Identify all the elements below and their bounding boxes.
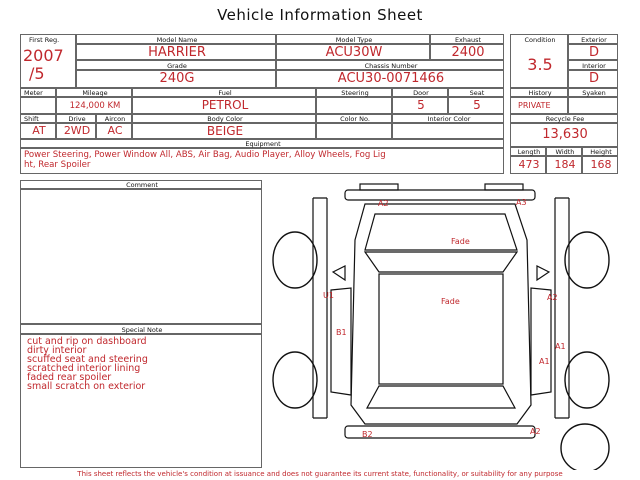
width-label-cell bbox=[546, 147, 582, 156]
color-no-cell bbox=[316, 123, 392, 139]
special-note-5: faded rear spoiler bbox=[27, 372, 112, 383]
shift-label-cell bbox=[20, 114, 56, 123]
equipment-line-2: ht, Rear Spoiler bbox=[24, 160, 91, 170]
height: 168 bbox=[590, 158, 612, 171]
body-color: BEIGE bbox=[206, 124, 244, 138]
width-cell bbox=[546, 156, 582, 174]
chassis-label: Chassis Number bbox=[364, 62, 418, 70]
disclaimer-footer: This sheet reflects the vehicle's condition at issuance and does not guarantee its current state, functionality, or suitability for any purpose bbox=[77, 470, 563, 478]
roof bbox=[379, 274, 503, 384]
interior-grade: D bbox=[588, 71, 599, 86]
equipment-line-1: Power Steering, Power Window All, ABS, Air Bag, Audio Player, Alloy Wheels, Fog Lig bbox=[24, 150, 386, 160]
aircon-label-cell bbox=[96, 114, 132, 123]
grade-label-cell bbox=[76, 60, 276, 70]
mark-a1-low: A1 bbox=[539, 357, 550, 366]
comment-box bbox=[20, 189, 262, 324]
rear-left-wheel bbox=[273, 352, 317, 408]
interior-color-label: Interior Color bbox=[427, 115, 471, 123]
recycle-fee-cell bbox=[510, 123, 618, 147]
exhaust: 2400 bbox=[451, 45, 485, 60]
recycle-fee-label-cell bbox=[510, 114, 618, 123]
body-color-label-cell bbox=[132, 114, 316, 123]
front-right-wheel bbox=[565, 232, 609, 288]
door-count: 5 bbox=[417, 98, 425, 112]
model-name-label: Model Name bbox=[156, 36, 198, 44]
exterior-label-cell bbox=[568, 34, 618, 44]
chassis-label-cell bbox=[276, 60, 504, 70]
meter-label-cell bbox=[20, 88, 56, 97]
steering-label: Steering bbox=[341, 89, 369, 97]
mileage-label-cell bbox=[56, 88, 132, 97]
height-cell bbox=[582, 156, 618, 174]
drive-label-cell bbox=[56, 114, 96, 123]
recycle-fee-label: Recycle Fee bbox=[545, 115, 585, 123]
mark-b2: B2 bbox=[362, 430, 373, 439]
right-mirror bbox=[537, 266, 549, 280]
special-note-4: scratched interior lining bbox=[27, 363, 141, 374]
grade-cell bbox=[76, 70, 276, 88]
length-label: Length bbox=[517, 148, 541, 156]
special-note-label: Special Note bbox=[121, 326, 163, 334]
color-no-label: Color No. bbox=[340, 115, 370, 123]
body-color-label: Body Color bbox=[207, 115, 243, 123]
shift-cell bbox=[20, 123, 56, 139]
right-side-body bbox=[555, 198, 569, 418]
hood bbox=[365, 214, 517, 250]
shift-label: Shift bbox=[24, 115, 39, 123]
condition-grade: 3.5 bbox=[527, 55, 553, 74]
page-title: Vehicle Information Sheet bbox=[217, 6, 423, 24]
rear-right-wheel bbox=[565, 352, 609, 408]
condition-label: Condition bbox=[524, 36, 556, 44]
front-plate-right bbox=[485, 184, 523, 190]
door-cell bbox=[392, 97, 448, 114]
exhaust-label: Exhaust bbox=[454, 36, 482, 44]
model-name-cell bbox=[76, 44, 276, 60]
chassis-cell bbox=[276, 70, 504, 88]
color-no-label-cell bbox=[316, 114, 392, 123]
exterior-cell bbox=[568, 44, 618, 60]
chassis-number: ACU30-0071466 bbox=[337, 71, 445, 86]
interior-label-cell bbox=[568, 60, 618, 70]
syaken-cell bbox=[568, 97, 618, 114]
history-cell bbox=[510, 97, 568, 114]
right-doors bbox=[531, 288, 551, 395]
model-type-cell bbox=[276, 44, 430, 60]
seat-label: Seat bbox=[469, 89, 485, 97]
special-note-1: cut and rip on dashboard bbox=[27, 336, 147, 347]
mark-u1: U1 bbox=[323, 291, 334, 300]
left-side-body bbox=[313, 198, 327, 418]
first-reg-month: /5 bbox=[29, 64, 45, 83]
door-label: Door bbox=[413, 89, 429, 97]
special-note-6: small scratch on exterior bbox=[27, 381, 146, 392]
seat-label-cell bbox=[448, 88, 504, 97]
recycle-fee: 13,630 bbox=[542, 127, 588, 142]
front-plate-left bbox=[360, 184, 398, 190]
history: PRIVATE bbox=[518, 101, 551, 110]
grade-label: Grade bbox=[167, 62, 187, 70]
model-type-label-cell bbox=[276, 34, 430, 44]
condition-cell bbox=[510, 34, 568, 88]
car-damage-diagram bbox=[265, 180, 625, 470]
special-note-box bbox=[20, 334, 262, 468]
seat-count: 5 bbox=[473, 98, 481, 112]
interior-cell bbox=[568, 70, 618, 88]
length-cell bbox=[510, 156, 546, 174]
interior-color-cell bbox=[392, 123, 504, 139]
syaken-label-cell bbox=[568, 88, 618, 97]
interior-label: Interior bbox=[582, 62, 606, 70]
mark-a2-right: A2 bbox=[547, 293, 558, 302]
mark-fade-hood: Fade bbox=[451, 237, 470, 246]
meter-label: Meter bbox=[24, 89, 43, 97]
first-reg-year: 2007 bbox=[23, 46, 64, 65]
mark-b1: B1 bbox=[336, 328, 347, 337]
exterior-label: Exterior bbox=[581, 36, 607, 44]
spare-wheel bbox=[561, 424, 609, 470]
width: 184 bbox=[554, 158, 576, 171]
history-label-cell bbox=[510, 88, 568, 97]
width-label: Width bbox=[555, 148, 575, 156]
aircon: AC bbox=[107, 124, 123, 137]
mark-fade-roof: Fade bbox=[441, 297, 460, 306]
model-type: ACU30W bbox=[325, 45, 383, 60]
meter-cell bbox=[20, 97, 56, 114]
fuel: PETROL bbox=[201, 98, 249, 112]
mileage: 124,000 KM bbox=[69, 101, 121, 111]
mileage-cell bbox=[56, 97, 132, 114]
height-label: Height bbox=[590, 148, 612, 156]
seat-cell bbox=[448, 97, 504, 114]
drive: 2WD bbox=[63, 124, 91, 137]
height-label-cell bbox=[582, 147, 618, 156]
front-bumper bbox=[345, 190, 535, 200]
equipment-cell bbox=[20, 148, 504, 174]
front-left-wheel bbox=[273, 232, 317, 288]
special-note-label-cell bbox=[20, 324, 262, 334]
door-label-cell bbox=[392, 88, 448, 97]
interior-color-label-cell bbox=[392, 114, 504, 123]
body-color-cell bbox=[132, 123, 316, 139]
first-reg-label: First Reg. bbox=[29, 36, 60, 44]
rear-bumper bbox=[345, 426, 535, 438]
length-label-cell bbox=[510, 147, 546, 156]
first-reg-cell bbox=[20, 34, 76, 88]
aircon-cell bbox=[96, 123, 132, 139]
syaken-label: Syaken bbox=[582, 89, 606, 97]
model-name-label-cell bbox=[76, 34, 276, 44]
grade: 240G bbox=[159, 71, 195, 86]
mark-a2-top: A2 bbox=[378, 199, 389, 208]
equipment-label-cell bbox=[20, 139, 504, 148]
exhaust-cell bbox=[430, 44, 504, 60]
shift: AT bbox=[32, 124, 46, 137]
drive-cell bbox=[56, 123, 96, 139]
history-label: History bbox=[528, 89, 552, 97]
mark-a1-right: A1 bbox=[555, 342, 566, 351]
model-type-label: Model Type bbox=[335, 36, 373, 44]
mileage-label: Mileage bbox=[82, 89, 108, 97]
special-note-3: scuffed seat and steering bbox=[27, 354, 148, 365]
special-note-2: dirty interior bbox=[27, 345, 87, 356]
fuel-cell bbox=[132, 97, 316, 114]
exterior-grade: D bbox=[588, 45, 599, 60]
equipment-label: Equipment bbox=[245, 140, 281, 148]
windshield bbox=[365, 252, 517, 272]
model-name: HARRIER bbox=[148, 45, 206, 60]
car-outline bbox=[351, 204, 531, 424]
fuel-label-cell bbox=[132, 88, 316, 97]
steering-cell bbox=[316, 97, 392, 114]
rear-window bbox=[367, 386, 515, 408]
exhaust-label-cell bbox=[430, 34, 504, 44]
mark-a2-bottom: A2 bbox=[530, 427, 541, 436]
comment-label: Comment bbox=[126, 181, 158, 189]
left-doors bbox=[331, 288, 351, 395]
drive-label: Drive bbox=[68, 115, 86, 123]
length: 473 bbox=[518, 158, 540, 171]
aircon-label: Aircon bbox=[104, 115, 126, 123]
steering-label-cell bbox=[316, 88, 392, 97]
comment-label-cell bbox=[20, 180, 262, 189]
left-mirror bbox=[333, 266, 345, 280]
fuel-label: Fuel bbox=[218, 89, 232, 97]
mark-a3-top: A3 bbox=[516, 198, 527, 207]
